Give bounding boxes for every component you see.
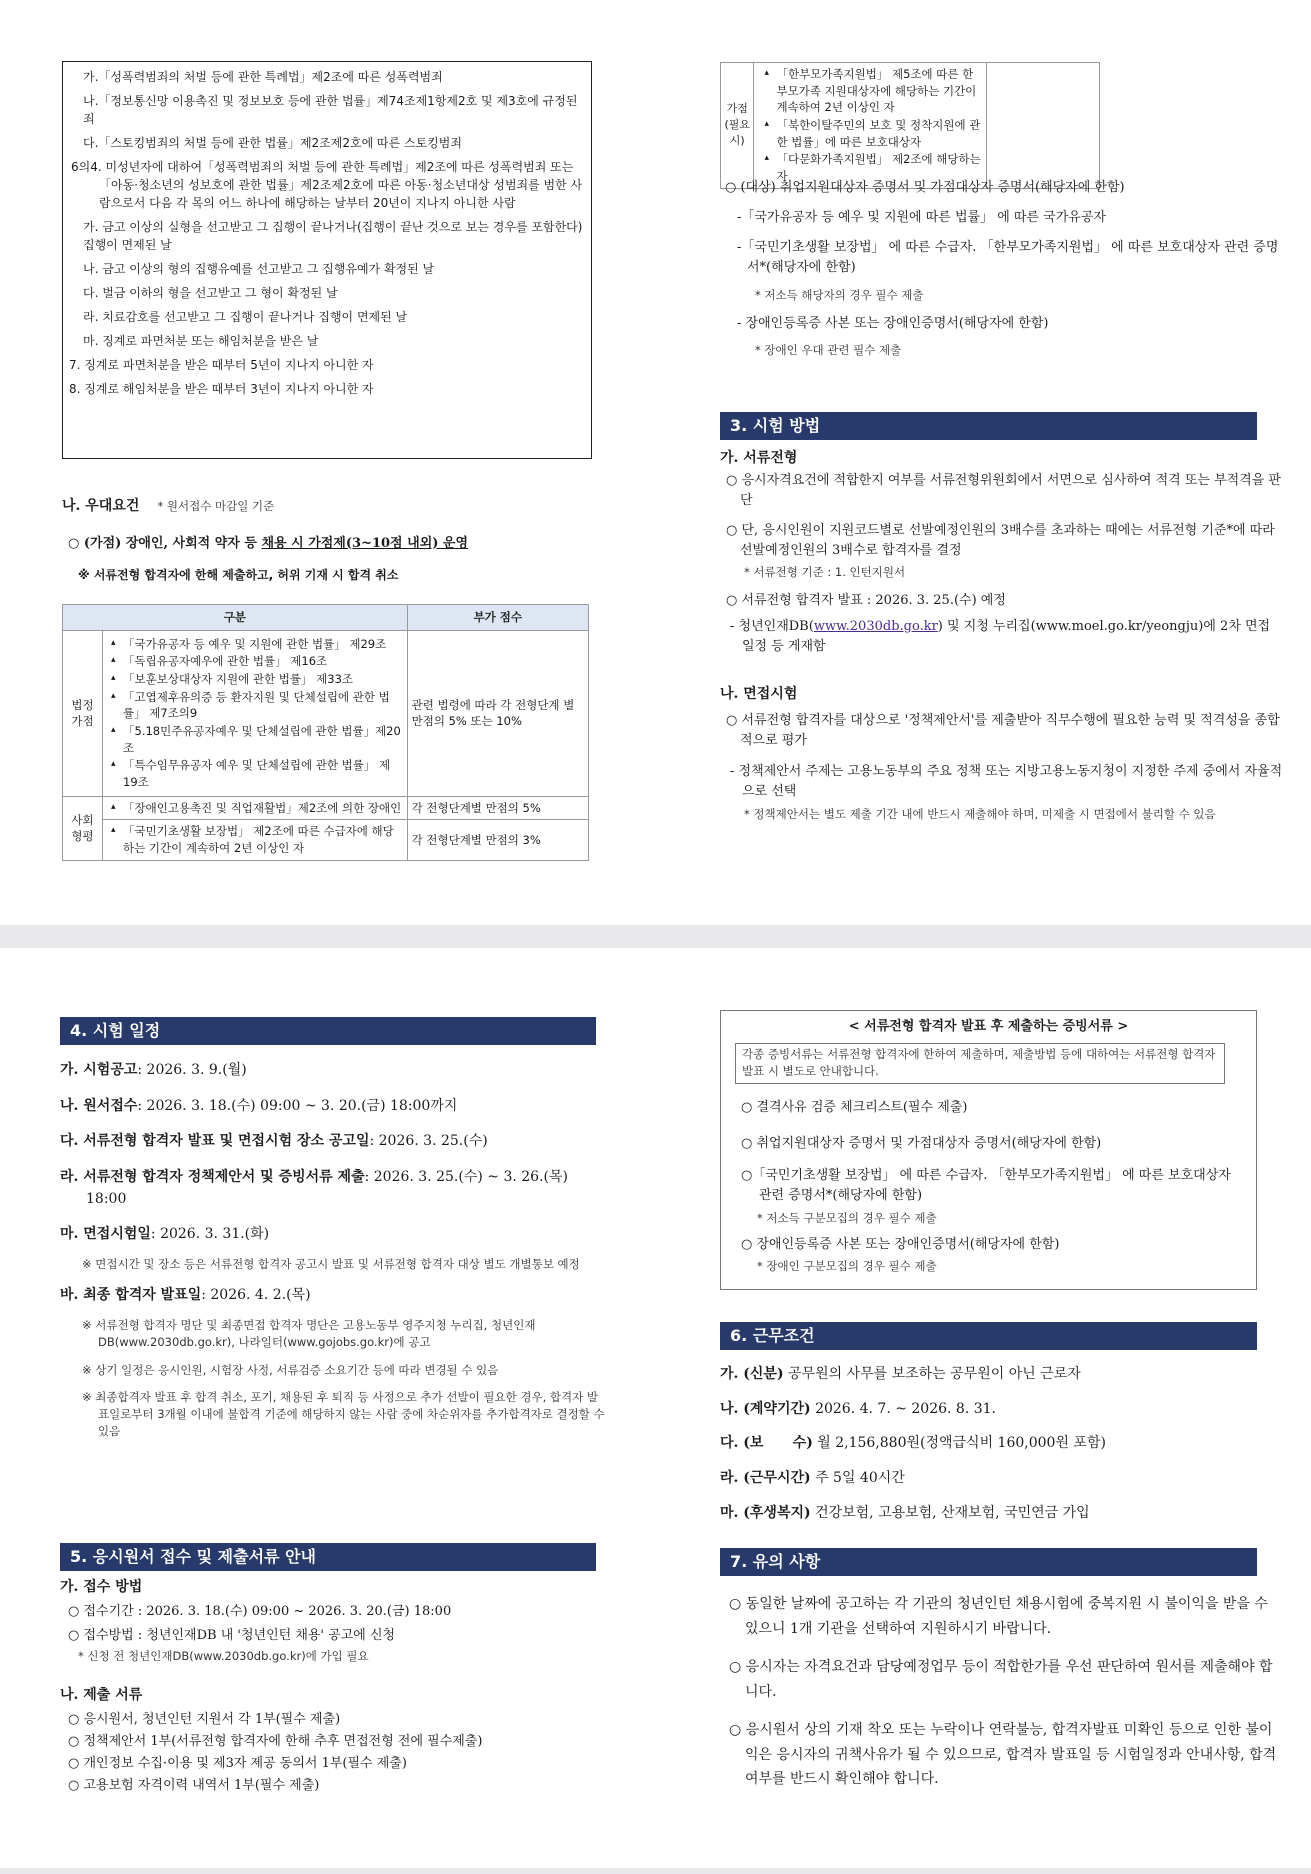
schedule-row: 바. 최종 합격자 발표일: 2026. 4. 2.(목) xyxy=(60,1287,311,1304)
target-dash: -「국민기초생활 보장법」 에 따른 수급자. 「한부모가족지원법」 에 따른 보호대상자 관련 증명서*(해당자에 한함) xyxy=(737,240,1279,276)
notice-item: ○ 동일한 날짜에 공고하는 각 기관의 청년인턴 채용시험에 중복지원 시 불이익을 받을 수 있으니 1개 기관을 선택하여 지원하시기 바랍니다. xyxy=(729,1596,1268,1637)
table-item: ▴ 「국민기초생활 보장법」 제2조에 따른 수급자에 해당하는 기간이 계속하여 2년 이상인 자 xyxy=(123,823,403,856)
target-note: * 저소득 해당자의 경우 필수 제출 xyxy=(755,287,924,302)
schedule xyxy=(60,1060,605,1441)
page-bottom-left xyxy=(0,948,655,1874)
box-item: 나. 금고 이상의 형의 집행유예를 선고받고 그 집행유예가 확정된 날 xyxy=(83,262,435,276)
box-item: 8. 징계로 해임처분을 받은 때부터 3년이 지나지 아니한 자 xyxy=(69,382,374,396)
box-item: 7. 징계로 파면처분을 받은 때부터 5년이 지나지 아니한 자 xyxy=(69,358,374,372)
group-points: 각 전형단계별 만점의 3% xyxy=(407,820,588,860)
box-item: 나.「정보통신망 이용촉진 및 정보보호 등에 관한 법률」제74조제1항제2호 및 제3호에 규정된 죄 xyxy=(83,94,578,126)
table-item: ▴ 「5.18민주유공자예우 및 단체설립에 관한 법률」제20조 xyxy=(123,723,403,756)
evidence-item: ○ 결격사유 검증 체크리스트(필수 제출) xyxy=(741,1099,968,1115)
application-item: ○ 접수방법 : 청년인재DB 내 '청년인턴 채용' 공고에 신청 xyxy=(68,1628,396,1644)
page-top-right xyxy=(655,0,1311,925)
page-bottom-edge xyxy=(0,1868,1311,1874)
target-note: * 장애인 우대 관련 필수 제출 xyxy=(755,342,902,357)
section-3-body xyxy=(720,447,1285,823)
evidence-note: * 장애인 구분모집의 경우 필수 제출 xyxy=(757,1258,937,1273)
mini-item: ▴ 「다문화가족지원법」 제2조에 해당하는 자 xyxy=(776,151,981,184)
schedule-row: 마. 면접시험일: 2026. 3. 31.(화) xyxy=(60,1226,270,1243)
table-item: ▴ 「장애인고용촉진 및 직업재활법」제2조에 의한 장애인 xyxy=(123,800,403,817)
preference-line: ○ (가점) 장애인, 사회적 약자 등 채용 시 가점제(3~10점 내외) 운영 xyxy=(68,535,469,551)
target-line: ○ (대상) 취업지원대상자 증명서 및 가점대상자 증명서(해당자에 한함) xyxy=(725,180,1125,195)
preference-title: 나. 우대요건 xyxy=(62,498,140,514)
page-gap xyxy=(0,925,1311,948)
schedule-row: 가. 시험공고: 2026. 3. 9.(월) xyxy=(60,1062,247,1078)
target-dash: -「국가유공자 등 예우 및 지원에 따른 법률」 에 따른 국가유공자 xyxy=(737,210,1106,226)
schedule-note: ※ 서류전형 합격자 명단 및 최종면접 합격자 명단은 고용노동부 영주지청 누리집, 청년인재DB(www.2030db.go.kr), 나라일터(www.gojobs.go.kr)에 공고 xyxy=(82,1318,536,1350)
mini-empty xyxy=(986,63,1099,189)
table-item: ▴ 「독립유공자예우에 관한 법률」 제16조 xyxy=(123,653,403,670)
table-item: ▴ 「보훈보상대상자 지원에 관한 법률」 제33조 xyxy=(123,671,403,688)
preference-section xyxy=(62,496,602,584)
evidence-item: ○ 취업지원대상자 증명서 및 가점대상자 증명서(해당자에 한함) xyxy=(741,1135,1102,1151)
evidence-note: * 저소득 구분모집의 경우 필수 제출 xyxy=(757,1211,937,1226)
box-item: 마. 징계로 파면처분 또는 해임처분을 받은 날 xyxy=(83,334,319,348)
preference-table xyxy=(62,604,589,861)
document-item: ○ 고용보험 자격이력 내역서 1부(필수 제출) xyxy=(68,1777,320,1793)
subsection-title: 가. 접수 방법 xyxy=(60,1579,143,1595)
box-item: 6의4. 미성년자에 대하여「성폭력범죄의 처벌 등에 관한 특례법」제2조에 따른 성폭력범죄 또는「아동·청소년의 성보호에 관한 법률」제2조제2호에 따른 아동·청소년대상 성범죄를 범한 사람으로서 다음 각 목의 어느 하나에 해당하는 날부터 20년이 지나지 아니한 사람 xyxy=(71,160,583,210)
preference-underlined: 채용 시 가점제(3~10점 내외) 운영 xyxy=(261,535,469,551)
group-points: 각 전형단계별 만점의 5% xyxy=(407,796,588,820)
schedule-note: ※ 최종합격자 발표 후 합격 취소, 포기, 채용된 후 퇴직 등 사정으로 추가 선발이 필요한 경우, 합격자 발표일로부터 3개월 이내에 불합격 기준에 해당하지 않는 사람 중에 차순위자를 추가합격자로 결정할 수 있음 xyxy=(82,1389,605,1439)
application-section xyxy=(60,1576,605,1796)
condition-row: 다. (보 수) 월 2,156,880원(정액급식비 160,000원 포함) xyxy=(720,1435,1106,1452)
group-label: 법정 가점 xyxy=(63,630,103,796)
document-item: ○ 응시원서, 청년인턴 지원서 각 1부(필수 제출) xyxy=(68,1711,341,1727)
section-7-header: 7. 유의 사항 xyxy=(720,1548,1257,1576)
disqualification-box xyxy=(62,61,592,459)
evidence-item: ○「국민기초생활 보장법」 에 따른 수급자. 「한부모가족지원법」 에 따른 보호대상자 관련 증명서*(해당자에 한함) xyxy=(741,1167,1231,1204)
condition-row: 라. (근무시간) 주 5일 40시간 xyxy=(720,1470,905,1487)
box-item: 다. 벌금 이하의 형을 선고받고 그 형이 확정된 날 xyxy=(83,286,338,300)
target-section xyxy=(725,178,1285,359)
subsection-title: 나. 면접시험 xyxy=(720,686,798,703)
box-item: 가. 금고 이상의 실형을 선고받고 그 집행이 끝나거나(집행이 끝난 것으로 보는 경우를 포함한다) 집행이 면제된 날 xyxy=(83,220,583,252)
page-top-left xyxy=(0,0,655,925)
method-item: ○ 단, 응시인원이 지원코드별로 선발예정인원의 3배수를 초과하는 때에는 서류전형 기준*에 따라 선발예정인원의 3배수로 합격자를 결정 xyxy=(726,523,1275,559)
table-header-points: 부가 점수 xyxy=(407,605,588,631)
section-3-header: 3. 시험 방법 xyxy=(720,412,1257,440)
box-item: 다.「스토킹범죄의 처벌 등에 관한 법률」제2조제2호에 따른 스토킹범죄 xyxy=(83,136,462,150)
submission-warning: ※ 서류전형 합격자에 한해 제출하고, 허위 기재 시 합격 취소 xyxy=(78,567,399,582)
schedule-row: 라. 서류전형 합격자 정책제안서 및 증빙서류 제출: 2026. 3. 25.(수) ~ 3. 26.(목) 18:00 xyxy=(60,1169,568,1207)
mini-item: ▴ 「북한이탈주민의 보호 및 정착지원에 관한 법률」에 따른 보호대상자 xyxy=(776,117,981,150)
schedule-note: ※ 상기 일정은 응시인원, 시험장 사정, 서류검증 소요기간 등에 따라 변경될 수 있음 xyxy=(82,1362,499,1377)
condition-row: 마. (후생복지) 건강보험, 고용보험, 산재보험, 국민연금 가입 xyxy=(720,1504,1090,1521)
method-dash: - 정책제안서 주제는 고용노동부의 주요 정책 또는 지방고용노동지청이 지정한 주제 중에서 자율적으로 선택 xyxy=(730,763,1283,799)
mini-item: ▴ 「한부모가족지원법」 제5조에 따른 한부모가족 지원대상자에 해당하는 기간이 계속하여 2년 이상인 자 xyxy=(776,66,981,116)
section-4-header: 4. 시험 일정 xyxy=(60,1017,596,1045)
method-note: * 서류전형 기준 : 1. 인턴지원서 xyxy=(744,564,906,579)
mini-table xyxy=(720,62,1100,189)
schedule-row: 나. 원서접수: 2026. 3. 18.(수) 09:00 ~ 3. 20.(금) 18:00까지 xyxy=(60,1097,458,1114)
method-dash: - 청년인재DB(www.2030db.go.kr) 및 지청 누리집(www.moel.go.kr/yeongju)에 2차 면접 일정 등 게재함 xyxy=(730,618,1271,655)
evidence-intro: 각종 증빙서류는 서류전형 합격자에 한하여 제출하며, 제출방법 등에 대하여는 서류전형 합격자 발표 시 별도로 안내합니다. xyxy=(735,1043,1225,1084)
evidence-box xyxy=(720,1010,1257,1290)
subsection-title: 가. 서류전형 xyxy=(720,450,798,466)
condition-row: 나. (계약기간) 2026. 4. 7. ~ 2026. 8. 31. xyxy=(720,1400,997,1417)
notice-item: ○ 응시원서 상의 기재 착오 또는 누락이나 연락불능, 합격자발표 미확인 등으로 인한 불이익은 응시자의 귀책사유가 될 수 있으므로, 합격자 발표일 등 시험일정과 안내사항, 합격여부를 반드시 확인해야 합니다. xyxy=(729,1722,1277,1787)
mini-label: 가점 (필요시) xyxy=(721,63,754,189)
application-note: * 신청 전 청년인재DB(www.2030db.go.kr)에 가입 필요 xyxy=(78,1649,369,1664)
method-item: ○ 서류전형 합격자 발표 : 2026. 3. 25.(수) 예정 xyxy=(726,592,1006,608)
schedule-row: 다. 서류전형 합격자 발표 및 면접시험 장소 공고일: 2026. 3. 25.(수) xyxy=(60,1133,488,1150)
method-item: ○ 서류전형 합격자를 대상으로 '정책제안서'를 제출받아 직무수행에 필요한 능력 및 적격성을 종합적으로 평가 xyxy=(726,713,1280,749)
table-item: ▴ 「국가유공자 등 예우 및 지원에 관한 법률」 제29조 xyxy=(123,636,403,653)
document-item: ○ 개인정보 수집·이용 및 제3자 제공 동의서 1부(필수 제출) xyxy=(68,1755,407,1771)
condition-row: 가. (신분) 공무원의 사무를 보조하는 공무원이 아닌 근로자 xyxy=(720,1366,1081,1382)
preference-note: * 원서접수 마감일 기준 xyxy=(157,499,275,513)
method-note: * 정책제안서는 별도 제출 기간 내에 반드시 제출해야 하며, 미제출 시 면접에서 불리할 수 있음 xyxy=(744,806,1216,821)
notices xyxy=(725,1592,1285,1792)
group-points: 관련 법령에 따라 각 전형단계 별 만점의 5% 또는 10% xyxy=(407,630,588,796)
work-conditions xyxy=(720,1364,1285,1524)
section-5-header: 5. 응시원서 접수 및 제출서류 안내 xyxy=(60,1543,596,1571)
application-item: ○ 접수기간 : 2026. 3. 18.(수) 09:00 ~ 2026. 3. 20.(금) 18:00 xyxy=(68,1604,452,1619)
box-item: 라. 치료감호를 선고받고 그 집행이 끝나거나 집행이 면제된 날 xyxy=(83,310,408,324)
method-item: ○ 응시자격요건에 적합한지 여부를 서류전형위원회에서 서면으로 심사하여 적격 또는 부적격을 판단 xyxy=(726,473,1281,509)
page-bottom-right xyxy=(655,948,1311,1874)
group-label: 사회 형평 xyxy=(63,796,103,860)
document-item: ○ 정책제안서 1부(서류전형 합격자에 한해 추후 면접전형 전에 필수제출) xyxy=(68,1733,483,1749)
table-item: ▴ 「고엽제후유의증 등 환자지원 및 단체설립에 관한 법률」 제7조의9 xyxy=(123,689,403,722)
notice-item: ○ 응시자는 자격요건과 담당예정업무 등이 적합한가를 우선 판단하여 원서를 제출해야 합니다. xyxy=(729,1659,1273,1700)
subsection-title: 나. 제출 서류 xyxy=(60,1686,143,1703)
evidence-box-title: < 서류전형 합격자 발표 후 제출하는 증빙서류 > xyxy=(848,1019,1129,1034)
target-dash: - 장애인등록증 사본 또는 장애인증명서(해당자에 한함) xyxy=(737,315,1049,331)
db-link[interactable]: www.2030db.go.kr xyxy=(813,618,938,634)
schedule-note: ※ 면접시간 및 장소 등은 서류전형 합격자 공고시 발표 및 서류전형 합격자 대상 별도 개별통보 예정 xyxy=(82,1257,580,1272)
box-item: 가.「성폭력범죄의 처벌 등에 관한 특례법」제2조에 따른 성폭력범죄 xyxy=(83,70,443,84)
table-item: ▴ 「특수임무유공자 예우 및 단체설립에 관한 법률」 제19조 xyxy=(123,757,403,790)
table-header-category: 구분 xyxy=(63,605,408,631)
section-6-header: 6. 근무조건 xyxy=(720,1322,1257,1350)
evidence-item: ○ 장애인등록증 사본 또는 장애인증명서(해당자에 한함) xyxy=(741,1237,1060,1253)
